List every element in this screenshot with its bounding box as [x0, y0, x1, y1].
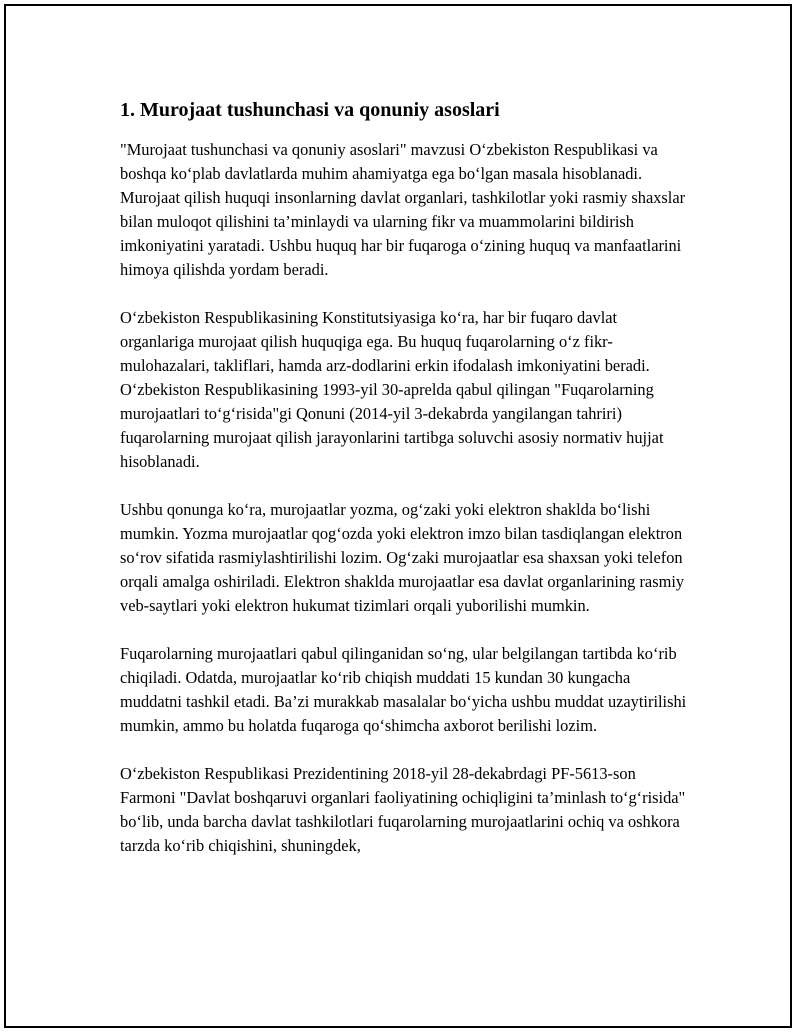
- paragraph-2: O‘zbekiston Respublikasining Konstitutsiyasiga ko‘ra, har bir fuqaro davlat organlariga murojaat qilish huquqiga ega. Bu huquq fuqarolarning o‘z fikr-mulohazalari, takliflari, hamda arz-dodlarini erkin ifodalash imkoniyatini beradi. O‘zbekiston Respublikasining 1993-yil 30-aprelda qabul qilingan "Fuqarolarning murojaatlari to‘g‘risida"gi Qonuni (2014-yil 3-dekabrda yangilangan tahriri) fuqarolarning murojaat qilish jarayonlarini tartibga soluvchi asosiy normativ hujjat hisoblanadi.: [120, 308, 664, 471]
- paragraph-4: Fuqarolarning murojaatlari qabul qilinganidan so‘ng, ular belgilangan tartibda ko‘rib chiqiladi. Odatda, murojaatlar ko‘rib chiqish muddati 15 kundan 30 kungacha muddatni tashkil etadi. Ba’zi murakkab masalalar bo‘yicha ushbu muddat uzaytirilishi mumkin, ammo bu holatda fuqaroga qo‘shimcha axborot berilishi lozim.: [120, 644, 687, 735]
- paragraph-1: "Murojaat tushunchasi va qonuniy asoslari" mavzusi O‘zbekiston Respublikasi va boshqa ko‘plab davlatlarda muhim ahamiyatga ega bo‘lgan masala hisoblanadi. Murojaat qilish huquqi insonlarning davlat organlari, tashkilotlar yoki rasmiy shaxslar bilan muloqot qilishini ta’minlaydi va ularning fikr va muammolarini bildirish imkoniyatini yaratadi. Ushbu huquq har bir fuqaroga o‘zining huquq va manfaatlarini himoya qilishda yordam beradi.: [120, 140, 686, 279]
- document-page: [4, 4, 792, 1028]
- document-content: [120, 96, 690, 882]
- section-heading: 1. Murojaat tushunchasi va qonuniy asoslari: [120, 99, 500, 121]
- paragraph-3: Ushbu qonunga ko‘ra, murojaatlar yozma, og‘zaki yoki elektron shaklda bo‘lishi mumkin. Yozma murojaatlar qog‘ozda yoki elektron imzo bilan tasdiqlangan elektron so‘rov sifatida rasmiylashtirilishi lozim. Og‘zaki murojaatlar esa shaxsan yoki telefon orqali amalga oshiriladi. Elektron shaklda murojaatlar esa davlat organlarining rasmiy veb-saytlari yoki elektron hukumat tizimlari orqali yuborilishi mumkin.: [120, 500, 685, 615]
- paragraph-5: O‘zbekiston Respublikasi Prezidentining 2018-yil 28-dekabrdagi PF-5613-son Farmoni "Davlat boshqaruvi organlari faoliyatining ochiqligini ta’minlash to‘g‘risida" bo‘lib, unda barcha davlat tashkilotlari fuqarolarning murojaatlarini ochiq va oshkora tarzda ko‘rib chiqishini, shuningdek,: [120, 764, 686, 855]
